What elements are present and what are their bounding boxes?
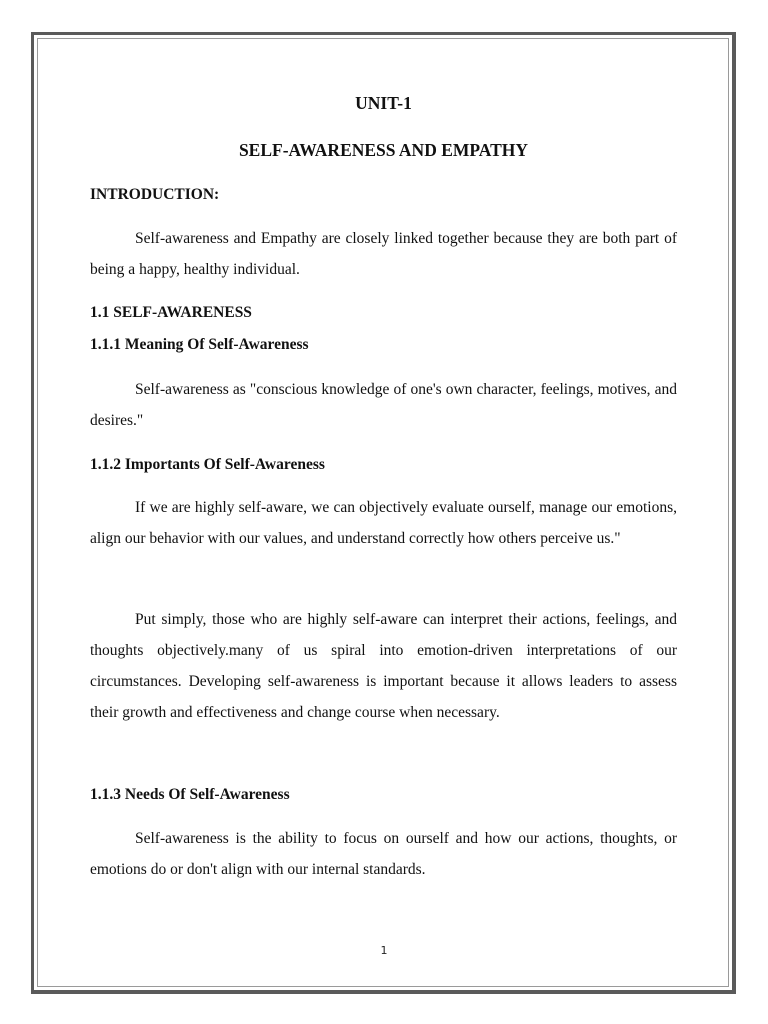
section-1-1-3-paragraph: Self-awareness is the ability to focus on ourself and how our actions, thoughts, or emotions do or don't align with our internal standards. bbox=[90, 830, 677, 878]
section-1-1-2-paragraph-1: If we are highly self-aware, we can objectively evaluate ourself, manage our emotions, align our behavior with our values, and understand correctly how others perceive us." bbox=[90, 499, 677, 547]
unit-title: UNIT-1 bbox=[355, 93, 412, 113]
section-1-1-2-paragraph-2: Put simply, those who are highly self-aware can interpret their actions, feelings, and thoughts objectively.many of us spiral into emotion-driven interpretations of our circumstances. Developing self-awareness is important because it allows leaders to assess their growth and effectiveness and change course when necessary. bbox=[90, 611, 677, 721]
section-1-1-3-heading: 1.1.3 Needs Of Self-Awareness bbox=[90, 786, 290, 803]
page-number: 1 bbox=[380, 944, 388, 957]
introduction-heading: INTRODUCTION: bbox=[90, 186, 220, 203]
section-1-1-heading: 1.1 SELF-AWARENESS bbox=[90, 304, 252, 321]
introduction-paragraph: Self-awareness and Empathy are closely linked together because they are both part of being a happy, healthy individual. bbox=[90, 230, 677, 278]
section-1-1-1-heading: 1.1.1 Meaning Of Self-Awareness bbox=[90, 336, 309, 353]
section-1-1-2-heading: 1.1.2 Importants Of Self-Awareness bbox=[90, 456, 325, 473]
chapter-title: SELF-AWARENESS AND EMPATHY bbox=[238, 140, 529, 160]
section-1-1-1-paragraph: Self-awareness as "conscious knowledge of one's own character, feelings, motives, and desires." bbox=[90, 381, 677, 429]
